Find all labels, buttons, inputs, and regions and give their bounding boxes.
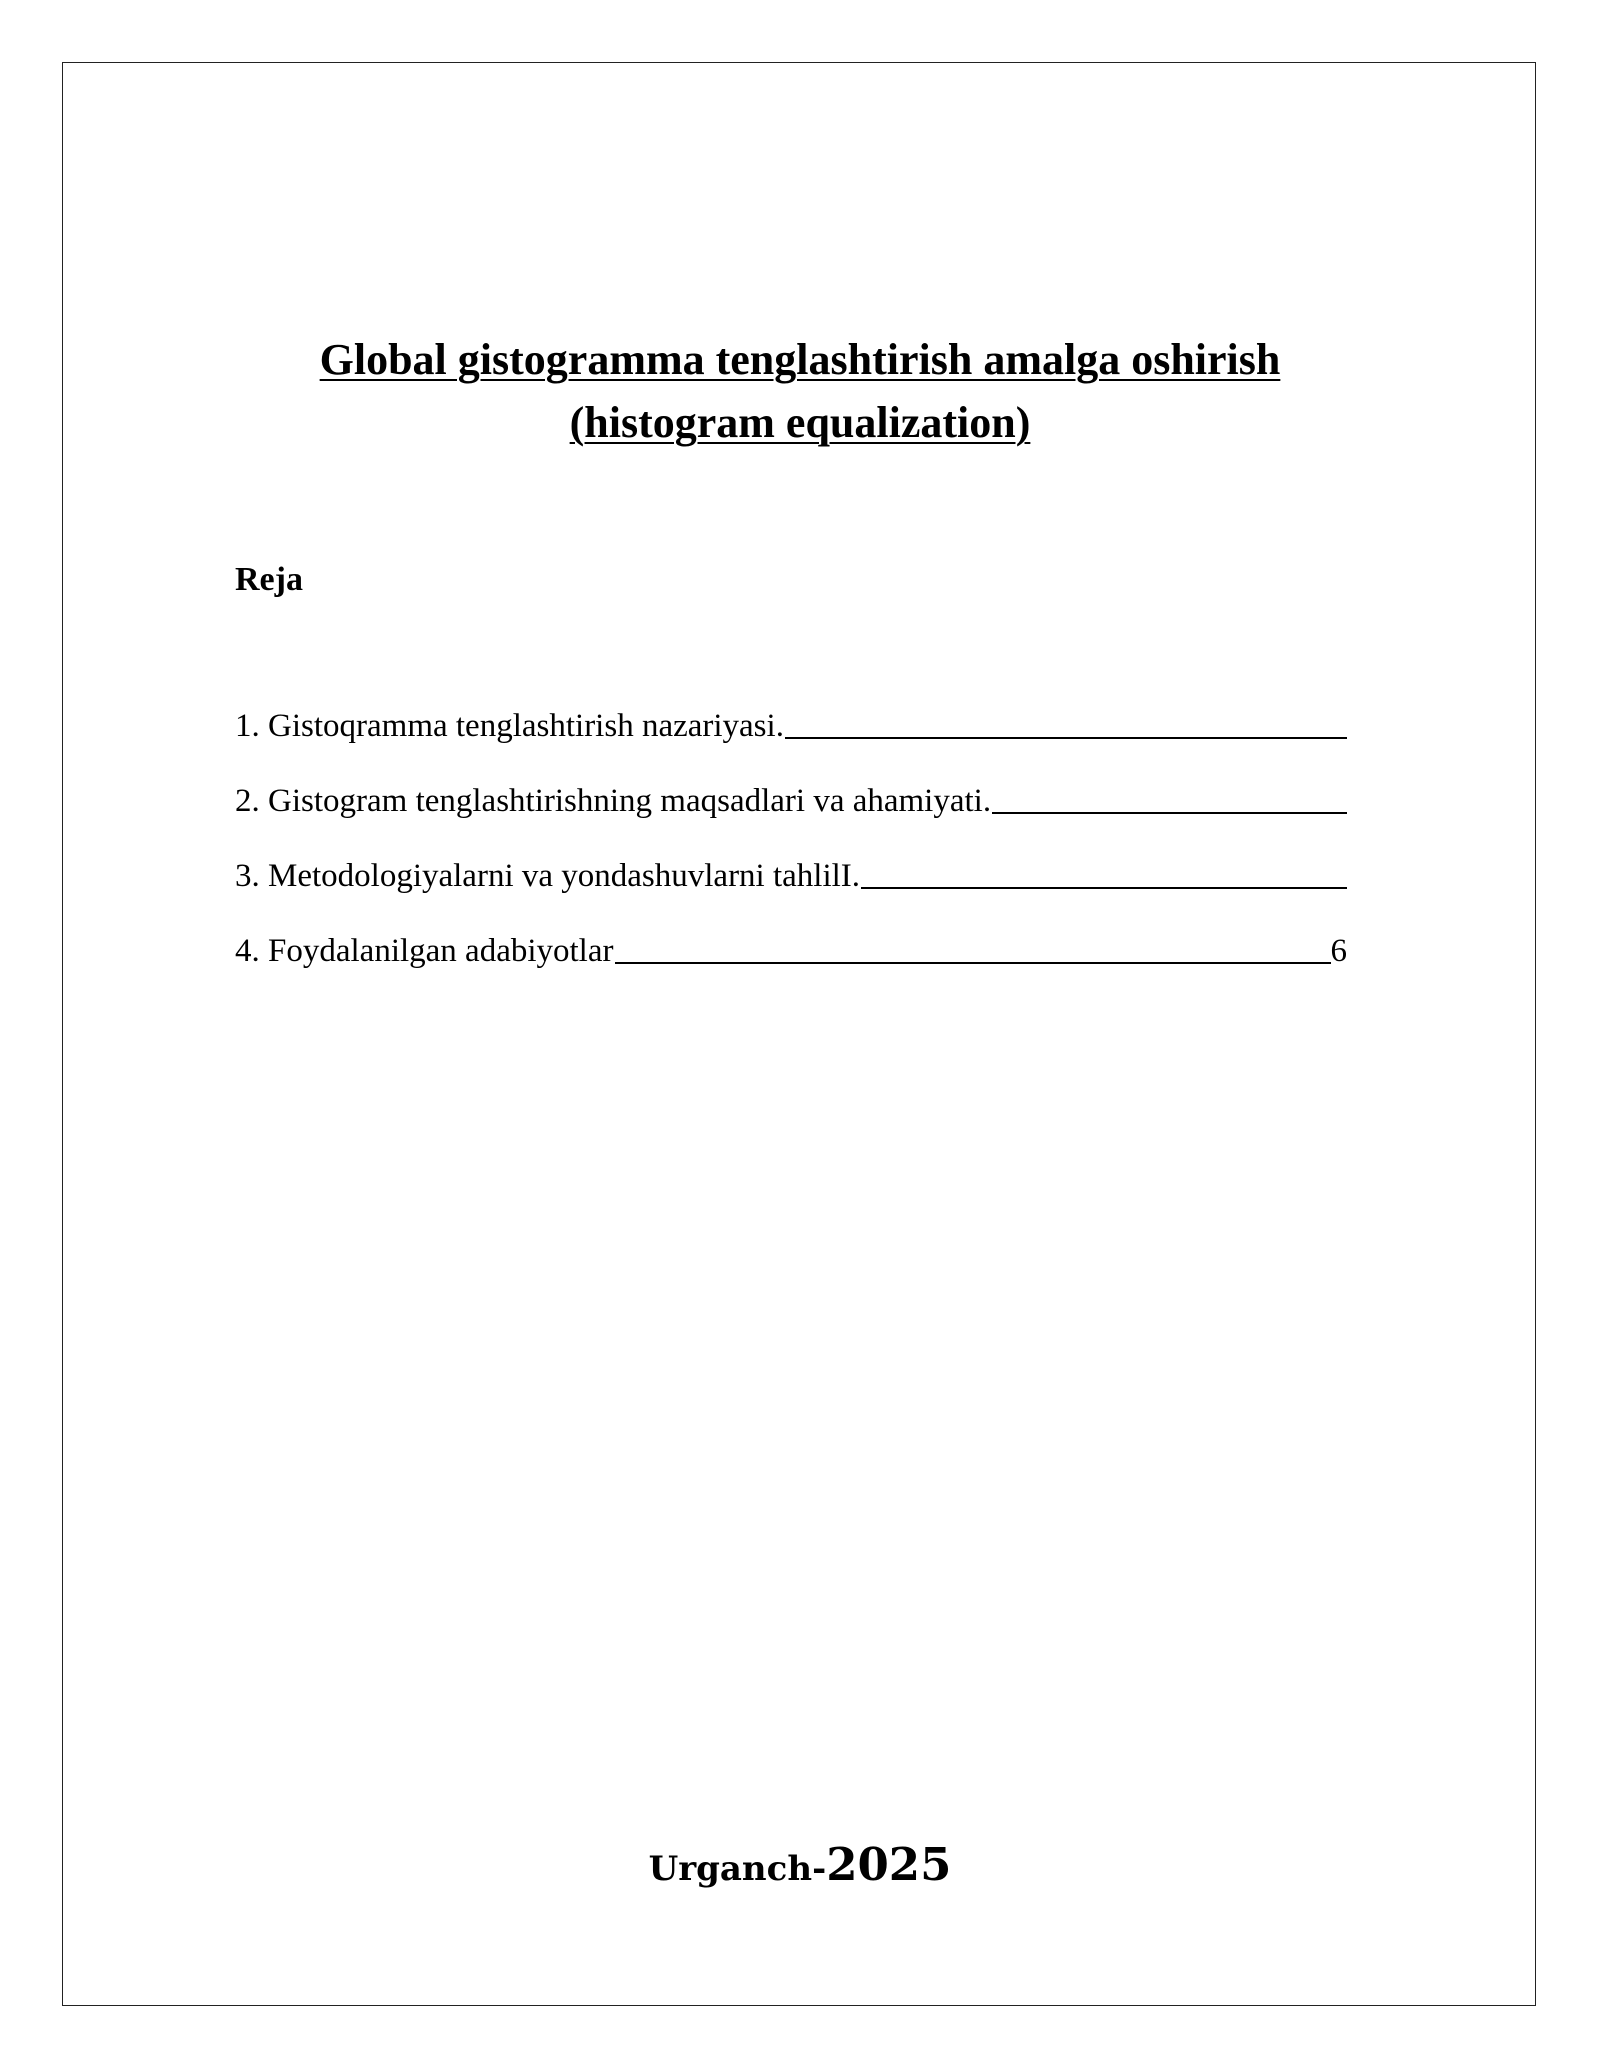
toc-leader-line xyxy=(861,887,1347,889)
title-line-2: (histogram equalization) xyxy=(569,398,1031,447)
plan-heading: Reja xyxy=(235,561,303,598)
toc-item-text: 2. Gistogram tenglashtirishning maqsadlari va ahamiyati. xyxy=(235,783,992,819)
toc-item-2 xyxy=(235,781,1347,821)
toc-leader-line xyxy=(785,737,1347,739)
title-line-1: Global gistogramma tenglashtirish amalga oshirish xyxy=(319,335,1281,384)
table-of-contents xyxy=(235,706,1347,1006)
toc-item-text: 4. Foydalanilgan adabiyotlar xyxy=(235,933,614,969)
toc-item-text: 3. Metodologiyalarni va yondashuvlarni tahlilI. xyxy=(235,858,861,894)
toc-item-text: 1. Gistoqramma tenglashtirish nazariyasi. xyxy=(235,708,784,744)
toc-item-4 xyxy=(235,931,1347,971)
toc-leader-line xyxy=(615,962,1331,964)
toc-leader-line xyxy=(992,812,1347,814)
footer-year: 2025 xyxy=(826,1838,952,1891)
document-title xyxy=(100,328,1500,454)
toc-item-page: 6 xyxy=(1330,933,1347,969)
footer-place-year xyxy=(0,1838,1600,1891)
toc-item-1 xyxy=(235,706,1347,746)
footer-city: Urganch- xyxy=(648,1849,827,1889)
toc-item-3 xyxy=(235,856,1347,896)
